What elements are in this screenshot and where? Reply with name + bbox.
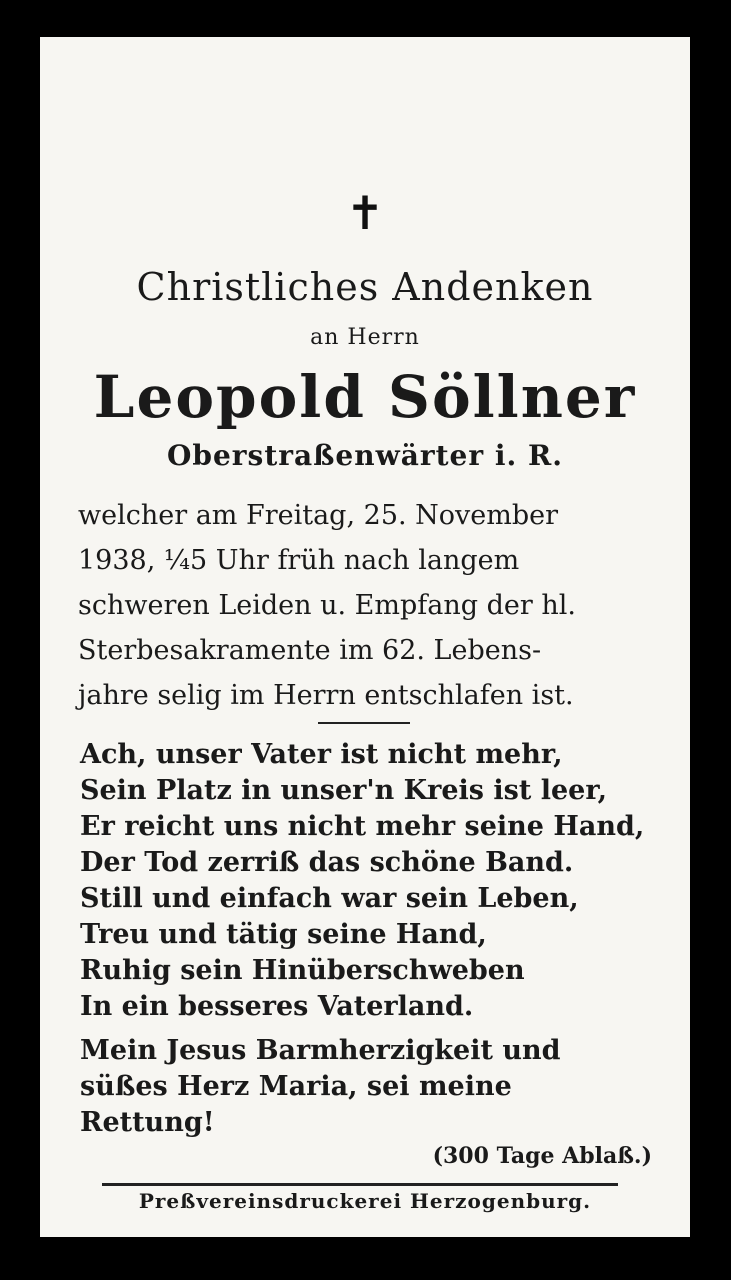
card-heading: Christliches Andenken <box>136 265 594 309</box>
poem-line: Ach, unser Vater ist nicht mehr, <box>80 739 563 770</box>
poem-line: Der Tod zerriß das schöne Band. <box>80 847 574 878</box>
poem <box>80 737 660 1025</box>
prayer-line: Rettung! <box>80 1107 215 1138</box>
printer-credit: Preßvereinsdruckerei Herzogenburg. <box>138 1189 592 1213</box>
death-notice-line: jahre selig im Herrn entschlafen ist. <box>78 680 574 711</box>
indulgence-note: (300 Tage Ablaß.) <box>432 1143 652 1169</box>
poem-line: Sein Platz in unser'n Kreis ist leer, <box>80 775 608 806</box>
divider <box>318 722 410 724</box>
poem-line: Ruhig sein Hinüberschweben <box>80 955 525 986</box>
prayer <box>80 1033 660 1141</box>
death-notice <box>78 493 663 718</box>
poem-line: Er reicht uns nicht mehr seine Hand, <box>80 811 645 842</box>
poem-line: Still und einfach war sein Leben, <box>80 883 579 914</box>
deceased-name: Leopold Söllner <box>93 363 637 431</box>
prayer-line: süßes Herz Maria, sei meine <box>80 1071 512 1102</box>
death-notice-line: welcher am Freitag, 25. November <box>78 500 559 531</box>
death-notice-line: schweren Leiden u. Empfang der hl. <box>78 590 576 621</box>
prayer-line: Mein Jesus Barmherzigkeit und <box>80 1035 561 1066</box>
poem-line: Treu und tätig seine Hand, <box>80 919 487 950</box>
cross-icon: ✝ <box>345 186 385 240</box>
death-notice-line: 1938, ¼5 Uhr früh nach langem <box>78 545 520 576</box>
memorial-card <box>40 37 690 1237</box>
poem-line: In ein besseres Vaterland. <box>80 991 474 1022</box>
footer-rule <box>102 1183 618 1186</box>
salutation: an Herrn <box>310 325 420 350</box>
death-notice-line: Sterbesakramente im 62. Lebens- <box>78 635 542 666</box>
deceased-title: Oberstraßenwärter i. R. <box>167 439 563 472</box>
